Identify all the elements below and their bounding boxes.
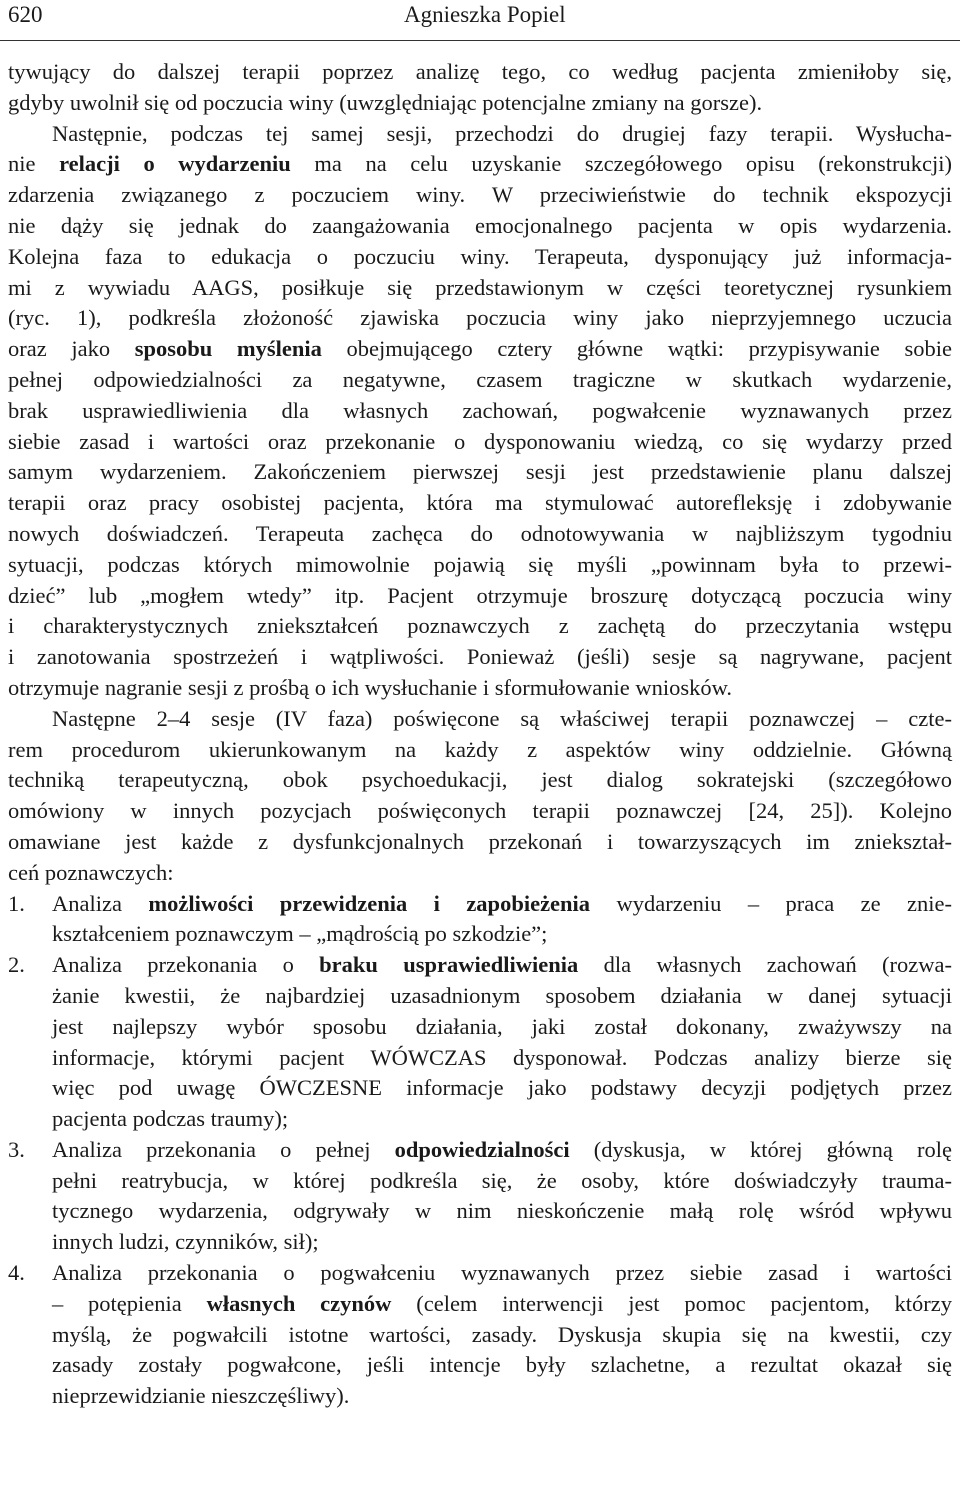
text-line: nieprzewidzianie nieszczęśliwy). — [52, 1383, 350, 1409]
text-line — [8, 889, 952, 920]
text-run: Analiza przekonania o — [52, 952, 320, 978]
paragraph-3 — [8, 704, 952, 889]
text-line: otrzymuje nagranie sesji z prośbą o ich wysłuchanie i sformułowanie wniosków. — [8, 674, 732, 700]
text-line: samym wydarzeniem. Zakończeniem pierwszej sesji jest przedstawienie planu dalszej — [8, 459, 952, 485]
list-item — [8, 950, 952, 1135]
text-line: rem procedurom ukierunkowanym na każdy z aspektów winy oddzielnie. Główną — [8, 736, 952, 762]
paragraph-1 — [8, 57, 952, 119]
text-line: zdarzenia związanego z poczuciem winy. W przeciwieństwie do technik ekspozycji — [8, 182, 952, 208]
text-run: (dyskusja, w której główną rolę — [569, 1136, 952, 1162]
text-line: sytuacji, podczas których mimowolnie pojawią się myśli „powinnam była to przewi- — [8, 551, 952, 577]
text-line: omówiony w innych pozycjach poświęconych terapii poznawczej [24, 25]). Kolejno — [8, 798, 952, 824]
text-line: dzieć” lub „mogłem wtedy” itp. Pacjent otrzymuje broszurę dotyczącą poczucia winy — [8, 582, 952, 608]
header-rule — [0, 40, 960, 41]
text-line — [8, 334, 952, 365]
text-line: siebie zasad i wartości oraz przekonanie o dysponowaniu wiedzą, co się wydarzy przed — [8, 428, 952, 454]
bold-term: braku usprawiedliwienia — [319, 952, 579, 978]
text-line — [8, 149, 952, 180]
text-line: (ryc. 1), podkreśla złożoność zjawiska poczucia winy jako nieprzyjemnego uczucia — [8, 305, 952, 331]
body-text — [8, 57, 952, 1412]
text-line: pełni reatrybucja, w której podkreśla się, że osoby, które doświadczyły trauma- — [52, 1167, 952, 1193]
text-run: wydarzeniu – praca ze znie- — [590, 890, 952, 916]
text-line — [8, 1289, 952, 1320]
bold-term-sposobu: sposobu myślenia — [134, 336, 322, 362]
text-line: jest najlepszy wybór sposobu działania, jaki został dokonany, zważywszy na — [52, 1013, 952, 1039]
text-line: nowych doświadczeń. Terapeuta zachęca do odnotowywania w najbliższym tygodniu — [8, 520, 952, 546]
text-line — [8, 1135, 952, 1166]
text-line: brak usprawiedliwienia dla własnych zachowań, pogwałcenie wyznawanych przez — [8, 397, 952, 423]
text-line: mi z wywiadu AAGS, posiłkuje się przedstawionym w części teoretycznej rysunkiem — [8, 274, 952, 300]
list-number: 4. — [8, 1260, 25, 1286]
text-line: Kolejna faza to edukacja o poczuciu winy. Terapeuta, dysponujący już informacja- — [8, 243, 952, 269]
list-item — [8, 889, 952, 951]
text-line: nie dąży się jednak do zaangażowania emocjonalnego pacjenta w opis wydarzenia. — [8, 212, 952, 238]
bold-term: możliwości przewidzenia i zapobieżenia — [148, 890, 591, 916]
text-line: Następnie, podczas tej samej sesji, przechodzi do drugiej fazy terapii. Wysłucha- — [52, 120, 952, 146]
text-line — [8, 950, 952, 981]
bold-term: odpowiedzialności — [394, 1136, 570, 1162]
text-run: Analiza przekonania o pełnej — [52, 1136, 395, 1162]
text-run: Analiza — [52, 890, 149, 916]
bold-term-relacji: relacji o wydarzeniu — [59, 151, 291, 177]
text-run: dla własnych zachowań (rozwa- — [578, 952, 952, 978]
list-item — [8, 1258, 952, 1412]
text-line: i charakterystycznych zniekształceń poznawczych z zachętą do przeczytania wstępu — [8, 613, 952, 639]
text-line: więc pod uwagę ÓWCZESNE informacje jako podstawy decyzji podjętych przez — [52, 1075, 952, 1101]
running-head-author: Agnieszka Popiel — [404, 2, 566, 27]
list-number: 3. — [8, 1136, 25, 1162]
text-line: kształceniem poznawczym – „mądrością po szkodzie”; — [52, 921, 548, 947]
text-run: – potępienia — [52, 1290, 207, 1316]
text-line: Analiza przekonania o pogwałceniu wyznawanych przez siebie zasad i wartości — [52, 1260, 952, 1286]
bold-term: własnych czynów — [206, 1290, 392, 1316]
text-line: zasady zostały pogwałcone, jeśli intencje były szlachetne, a rezultat okazał się — [52, 1352, 952, 1378]
list-item — [8, 1135, 952, 1258]
text-line: terapii oraz pracy osobistej pacjenta, która ma stymulować autorefleksję i zdobywanie — [8, 490, 952, 516]
text-line: ceń poznawczych: — [8, 859, 174, 885]
text-line: pełnej odpowiedzialności za negatywne, czasem tragiczne w skutkach wydarzenie, — [8, 366, 952, 392]
text-line: pacjenta podczas traumy); — [52, 1106, 289, 1132]
text-line: i zanotowania spostrzeżeń i wątpliwości. Ponieważ (jeśli) sesje są nagrywane, pacjent — [8, 644, 952, 670]
text-run: oraz jako — [8, 336, 135, 362]
text-run: (celem interwencji jest pomoc pacjentom, którzy — [391, 1290, 952, 1316]
text-line: tywujący do dalszej terapii poprzez analizę tego, co według pacjenta zmieniłoby się, — [8, 59, 952, 84]
text-line: techniką terapeutyczną, obok psychoedukacji, jest dialog sokratejski (szczegółowo — [8, 767, 952, 793]
paragraph-2 — [8, 119, 952, 704]
text-line: innych ludzi, czynników, sił); — [52, 1229, 319, 1255]
text-line: żanie kwestii, że najbardziej uzasadnionym sposobem działania w danej sytuacji — [52, 982, 952, 1008]
text-line: myślą, że pogwałcili istotne wartości, zasady. Dyskusja skupia się na kwestii, czy — [52, 1321, 952, 1347]
page-number: 620 — [8, 2, 43, 27]
text-line: omawiane jest każde z dysfunkcjonalnych przekonań i towarzyszących im zniekształ- — [8, 828, 952, 854]
list-number: 1. — [8, 890, 25, 916]
running-header — [0, 0, 960, 44]
text-line: informacje, którymi pacjent WÓWCZAS dysponował. Podczas analizy bierze się — [52, 1044, 952, 1070]
text-run: ma na celu uzyskanie szczegółowego opisu (rekonstrukcji) — [290, 151, 952, 177]
list-number: 2. — [8, 952, 25, 978]
text-line: Następne 2–4 sesje (IV faza) poświęcone są właściwej terapii poznawczej – czte- — [52, 705, 952, 731]
text-run: obejmującego cztery główne wątki: przypisywanie sobie — [321, 336, 952, 362]
text-line: gdyby uwolnił się od poczucia winy (uwzględniając potencjalne zmiany na gorsze). — [8, 89, 763, 115]
text-run: nie — [8, 151, 60, 177]
text-line: tycznego wydarzenia, odgrywały w nim nieskończenie małą rolę wśród wpływu — [52, 1198, 952, 1224]
